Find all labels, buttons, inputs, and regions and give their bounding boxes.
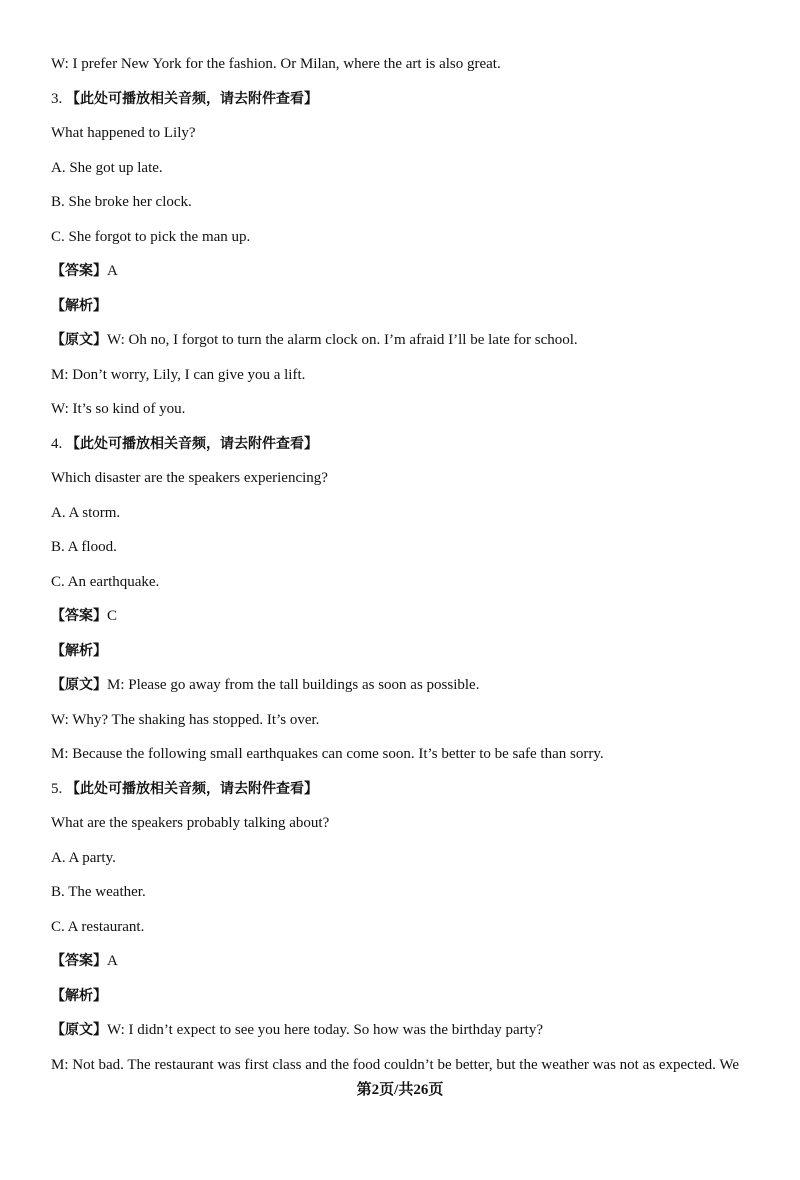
line-text: M: Because the following small earthquakes can come soon. It’s better to be safe than sorry. [51, 746, 604, 762]
line-text: W: I prefer New York for the fashion. Or Milan, where the art is also great. [51, 56, 501, 72]
text-line [51, 641, 770, 661]
text-line [51, 779, 770, 799]
text-line [51, 365, 770, 385]
line-text: B. She broke her clock. [51, 194, 192, 210]
bracket-label: 【答案】 [51, 953, 107, 969]
bracket-label: 【解析】 [51, 297, 107, 314]
line-text: A. She got up late. [51, 159, 163, 176]
text-line [51, 744, 770, 764]
line-text: B. The weather. [51, 884, 146, 900]
text-line [51, 158, 770, 178]
line-text: W: Oh no, I forgot to turn the alarm clock on. I’m afraid I’ll be late for school. [107, 332, 578, 348]
bracket-label: 【此处可播放相关音频，请去附件查看】 [66, 90, 318, 107]
line-text: W: Why? The shaking has stopped. It’s over. [51, 711, 320, 728]
line-text: M: Please go away from the tall buildings as soon as possible. [107, 677, 480, 693]
bracket-label: 【答案】 [51, 263, 107, 279]
text-line [51, 1020, 770, 1040]
bracket-label: 【解析】 [51, 642, 107, 659]
line-text: A. A storm. [51, 504, 121, 521]
bracket-label: 【此处可播放相关音频，请去附件查看】 [66, 435, 318, 452]
bracket-label: 【原文】 [51, 332, 107, 348]
line-text: What are the speakers probably talking about? [51, 815, 330, 831]
line-text: C. She forgot to pick the man up. [51, 228, 251, 245]
line-text: 3. [51, 90, 66, 107]
bracket-label: 【原文】 [51, 1022, 107, 1038]
text-line [51, 1055, 770, 1075]
line-text: W: I didn’t expect to see you here today. So how was the birthday party? [107, 1022, 543, 1038]
text-line [51, 848, 770, 868]
bracket-label: 【解析】 [51, 987, 107, 1004]
bracket-label: 【原文】 [51, 677, 107, 693]
text-line [51, 951, 770, 971]
text-line [51, 261, 770, 281]
text-line [51, 503, 770, 523]
line-text: A [107, 263, 118, 279]
line-text: M: Not bad. The restaurant was first class and the food couldn’t be better, but the weather was not as expected. We [51, 1056, 739, 1073]
text-line [51, 89, 770, 109]
line-text: M: Don’t worry, Lily, I can give you a lift. [51, 366, 306, 383]
line-text: C [107, 608, 118, 624]
line-text: W: It’s so kind of you. [51, 401, 186, 417]
bracket-label: 【答案】 [51, 608, 107, 624]
text-line [51, 986, 770, 1006]
text-line [51, 710, 770, 730]
text-line [51, 330, 770, 350]
line-text: B. A flood. [51, 539, 117, 555]
line-text: Which disaster are the speakers experiencing? [51, 470, 328, 486]
text-line [51, 54, 770, 74]
line-text: A. A party. [51, 849, 116, 866]
text-line [51, 399, 770, 419]
text-line [51, 572, 770, 592]
line-text: What happened to Lily? [51, 125, 196, 141]
text-line [51, 227, 770, 247]
text-line [51, 434, 770, 454]
bracket-label: 【此处可播放相关音频，请去附件查看】 [66, 780, 318, 797]
line-text: C. A restaurant. [51, 918, 145, 935]
text-line [51, 813, 770, 833]
page-footer: 第2页/共26页 [356, 1082, 444, 1098]
line-text: 4. [51, 435, 66, 452]
text-line [51, 606, 770, 626]
line-text: 5. [51, 780, 66, 797]
text-line [51, 675, 770, 695]
line-text: C. An earthquake. [51, 573, 160, 590]
text-line [51, 123, 770, 143]
text-line [51, 537, 770, 557]
text-line [51, 917, 770, 937]
text-line [51, 882, 770, 902]
text-line [51, 468, 770, 488]
line-text: A [107, 953, 118, 969]
text-line [51, 192, 770, 212]
text-line [51, 296, 770, 316]
